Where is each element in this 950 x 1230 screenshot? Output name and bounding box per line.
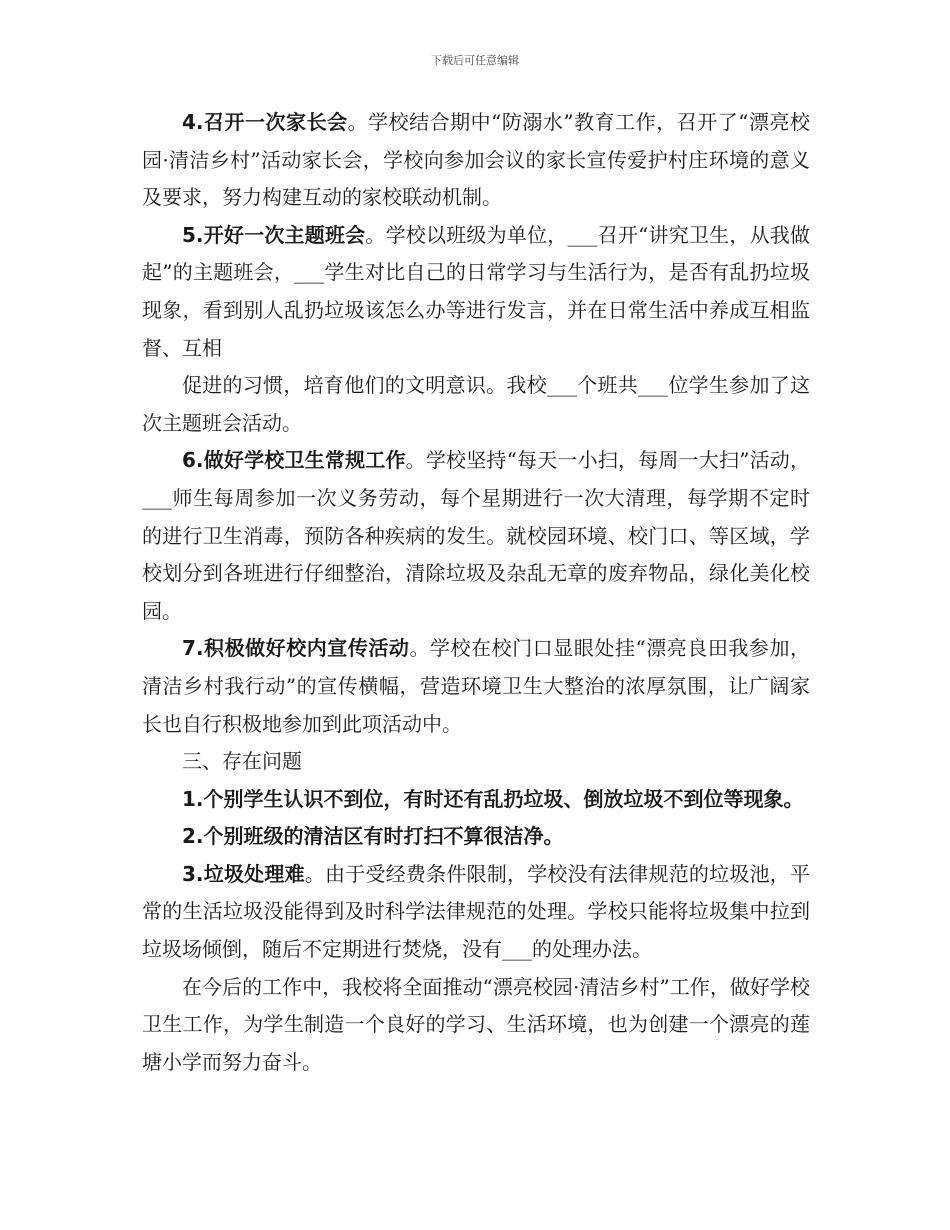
- problem-1-lead: 1.个别学生认识不到位，有时还有乱扔垃圾、倒放垃圾不到位等现象。: [182, 786, 804, 811]
- item-7-lead: 7.积极做好校内宣传活动: [182, 636, 410, 661]
- paragraph-item-4: [142, 104, 810, 217]
- item-4-text: 。学校结合期中“防溺水”教育工作，召开了“漂亮校园·清洁乡村”活动家长会，学校向参加会议的家长宣传爱护村庄环境的意义及要求，努力构建互动的家校联动机制。: [142, 110, 810, 210]
- paragraph-item-5: [142, 217, 810, 367]
- item-6-lead: 6.做好学校卫生常规工作: [182, 448, 406, 473]
- problem-2: [142, 818, 810, 856]
- problem-3-lead: 3.垃圾处理难: [182, 861, 305, 886]
- section-title: 三、存在问题: [182, 749, 302, 774]
- problem-3-text: 。由于受经费条件限制，学校没有法律规范的垃圾池，平常的生活垃圾没能得到及时科学法律规范的处理。学校只能将垃圾集中拉到垃圾场倾倒，随后不定期进行焚烧，没有___的处理办法。: [142, 861, 810, 962]
- item-7-text: 。学校在校门口显眼处挂“漂亮良田我参加，清洁乡村我行动”的宣传横幅，营造环境卫生大整治的浓厚氛围，让广阔家长也自行积极地参加到此项活动中。: [142, 636, 811, 736]
- paragraph-item-5-continued: [142, 367, 810, 442]
- item-5-continued-text: 促进的习惯，培育他们的文明意识。我校___个班共___位学生参加了这次主题班会活动。: [142, 373, 810, 435]
- item-6-text: 。学校坚持“每天一小扫，每周一大扫”活动，___师生每周参加一次义务劳动，每个星期进行一次大清理，每学期不定时的进行卫生消毒，预防各种疾病的发生。就校园环境、校门口、等区域，学校划分到各班进行仔细整治，清除垃圾及杂乱无章的废弃物品，绿化美化校园。: [142, 448, 810, 623]
- closing-paragraph: 在今后的工作中，我校将全面推动“漂亮校园·清洁乡村”工作，做好学校卫生工作，为学生制造一个良好的学习、生活环境，也为创建一个漂亮的莲塘小学而努力奋斗。: [142, 974, 810, 1074]
- item-5-lead: 5.开好一次主题班会: [182, 222, 366, 247]
- problem-3: [142, 856, 810, 969]
- item-5-text: 。学校以班级为单位，___召开“讲究卫生，从我做起”的主题班会，___学生对比自己的日常学习与生活行为，是否有乱扔垃圾现象，看到别人乱扔垃圾该怎么办等进行发言，并在日常生活中养成互相监督、互相: [142, 222, 810, 360]
- document-body: [142, 104, 810, 1081]
- problem-2-lead: 2.个别班级的清洁区有时打扫不算很洁净。: [182, 824, 564, 849]
- paragraph-item-7: [142, 630, 810, 743]
- item-4-lead: 4.召开一次家长会: [182, 110, 348, 134]
- page-header: 下载后可任意编辑: [431, 54, 519, 67]
- paragraph-item-6: [142, 442, 810, 630]
- problem-1: [142, 781, 810, 819]
